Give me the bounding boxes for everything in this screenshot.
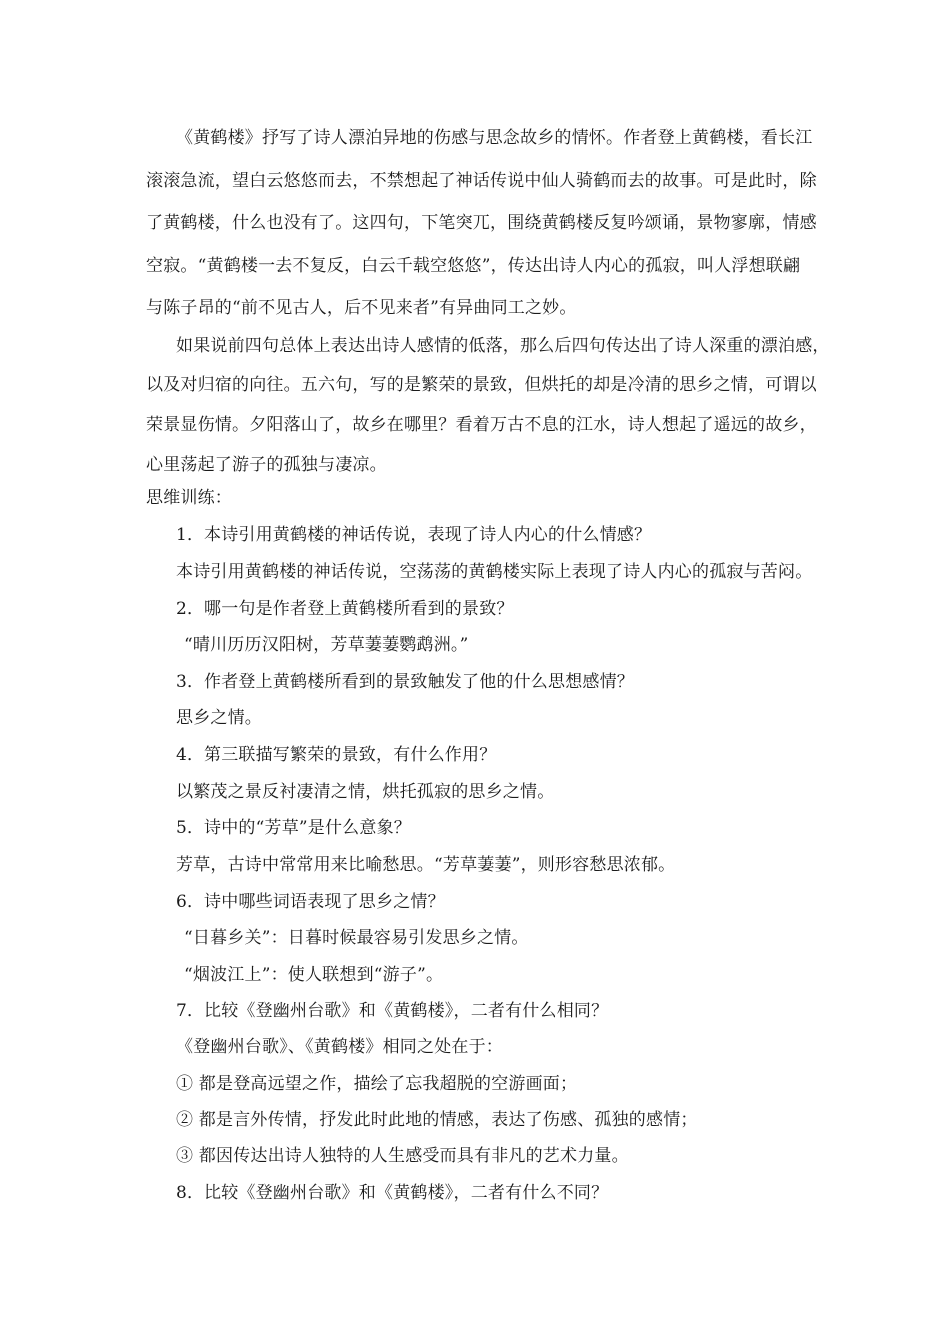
question-line bbox=[176, 1181, 608, 1205]
question-number: 7． bbox=[176, 1001, 205, 1021]
paragraph-line: 空寂。“黄鹤楼一去不复反，白云千载空悠悠”，传达出诗人内心的孤寂，叫人浮想联翩 bbox=[146, 256, 801, 276]
answer-line: 《登幽州台歌》、《黄鹤楼》相同之处在于： bbox=[176, 1037, 503, 1057]
paragraph-line: 《黄鹤楼》抒写了诗人漂泊异地的伤感与思念故乡的情怀。作者登上黄鹤楼，看长江 bbox=[176, 128, 813, 148]
question-line bbox=[176, 597, 514, 621]
paragraph-line: 荣景显伤情。夕阳落山了，故乡在哪里？看着万古不息的江水，诗人想起了遥远的故乡， bbox=[146, 415, 817, 435]
paragraph-line: 如果说前四句总体上表达出诗人感情的低落，那么后四句传达出了诗人深重的漂泊感， bbox=[176, 336, 830, 356]
paragraph-line: 滚滚急流，望白云悠悠而去，不禁想起了神话传说中仙人骑鹤而去的故事。可是此时，除 bbox=[146, 171, 817, 191]
question-line bbox=[176, 999, 608, 1023]
question-text: 第三联描写繁荣的景致，有什么作用？ bbox=[204, 745, 497, 765]
question-number: 5． bbox=[176, 818, 205, 838]
answer-line: 本诗引用黄鹤楼的神话传说，空荡荡的黄鹤楼实际上表现了诗人内心的孤寂与苦闷。 bbox=[176, 562, 813, 582]
question-line bbox=[176, 743, 496, 767]
question-number: 2． bbox=[176, 599, 205, 619]
paragraph-line: 心里荡起了游子的孤独与凄凉。 bbox=[146, 455, 387, 475]
question-number: 4． bbox=[176, 745, 205, 765]
answer-line: “烟波江上”：使人联想到“游子”。 bbox=[184, 965, 444, 985]
question-text: 本诗引用黄鹤楼的神话传说，表现了诗人内心的什么情感？ bbox=[204, 525, 652, 545]
answer-line: 以繁茂之景反衬凄清之情，烘托孤寂的思乡之情。 bbox=[176, 782, 555, 802]
answer-line: ① 都是登高远望之作，描绘了忘我超脱的空游画面； bbox=[176, 1074, 578, 1094]
answer-line: “日暮乡关”：日暮时候最容易引发思乡之情。 bbox=[184, 928, 529, 948]
question-text: 作者登上黄鹤楼所看到的景致触发了他的什么思想感情？ bbox=[204, 672, 634, 692]
question-line bbox=[176, 670, 634, 694]
paragraph-line: 了黄鹤楼，什么也没有了。这四句，下笔突兀，围绕黄鹤楼反复吟颂诵，景物寥廓，情感 bbox=[146, 213, 817, 233]
question-line bbox=[176, 890, 445, 914]
question-number: 3． bbox=[176, 672, 205, 692]
question-text: 比较《登幽州台歌》和《黄鹤楼》，二者有什么不同？ bbox=[204, 1183, 609, 1203]
answer-line: ② 都是言外传情，抒发此时此地的情感，表达了伤感、孤独的感情； bbox=[176, 1110, 698, 1130]
question-text: 诗中的“芳草”是什么意象？ bbox=[204, 818, 411, 838]
answer-line: “晴川历历汉阳树，芳草萋萋鹦鹉洲。” bbox=[184, 635, 469, 655]
question-text: 哪一句是作者登上黄鹤楼所看到的景致？ bbox=[204, 599, 514, 619]
question-line bbox=[176, 523, 651, 547]
question-number: 1． bbox=[176, 525, 205, 545]
question-text: 诗中哪些词语表现了思乡之情？ bbox=[204, 892, 445, 912]
answer-line: 思乡之情。 bbox=[176, 708, 262, 728]
question-number: 8． bbox=[176, 1183, 205, 1203]
paragraph-line: 与陈子昂的“前不见古人，后不见来者”有异曲同工之妙。 bbox=[146, 298, 577, 318]
question-line bbox=[176, 816, 411, 840]
section-heading: 思维训练： bbox=[146, 488, 232, 508]
answer-line: ③ 都因传达出诗人独特的人生感受而具有非凡的艺术力量。 bbox=[176, 1146, 629, 1166]
answer-line: 芳草，古诗中常常用来比喻愁思。“芳草萋萋”，则形容愁思浓郁。 bbox=[176, 855, 676, 875]
question-text: 比较《登幽州台歌》和《黄鹤楼》，二者有什么相同？ bbox=[204, 1001, 609, 1021]
paragraph-line: 以及对归宿的向往。五六句，写的是繁荣的景致，但烘托的却是冷清的思乡之情，可谓以 bbox=[146, 375, 817, 395]
question-number: 6． bbox=[176, 892, 205, 912]
